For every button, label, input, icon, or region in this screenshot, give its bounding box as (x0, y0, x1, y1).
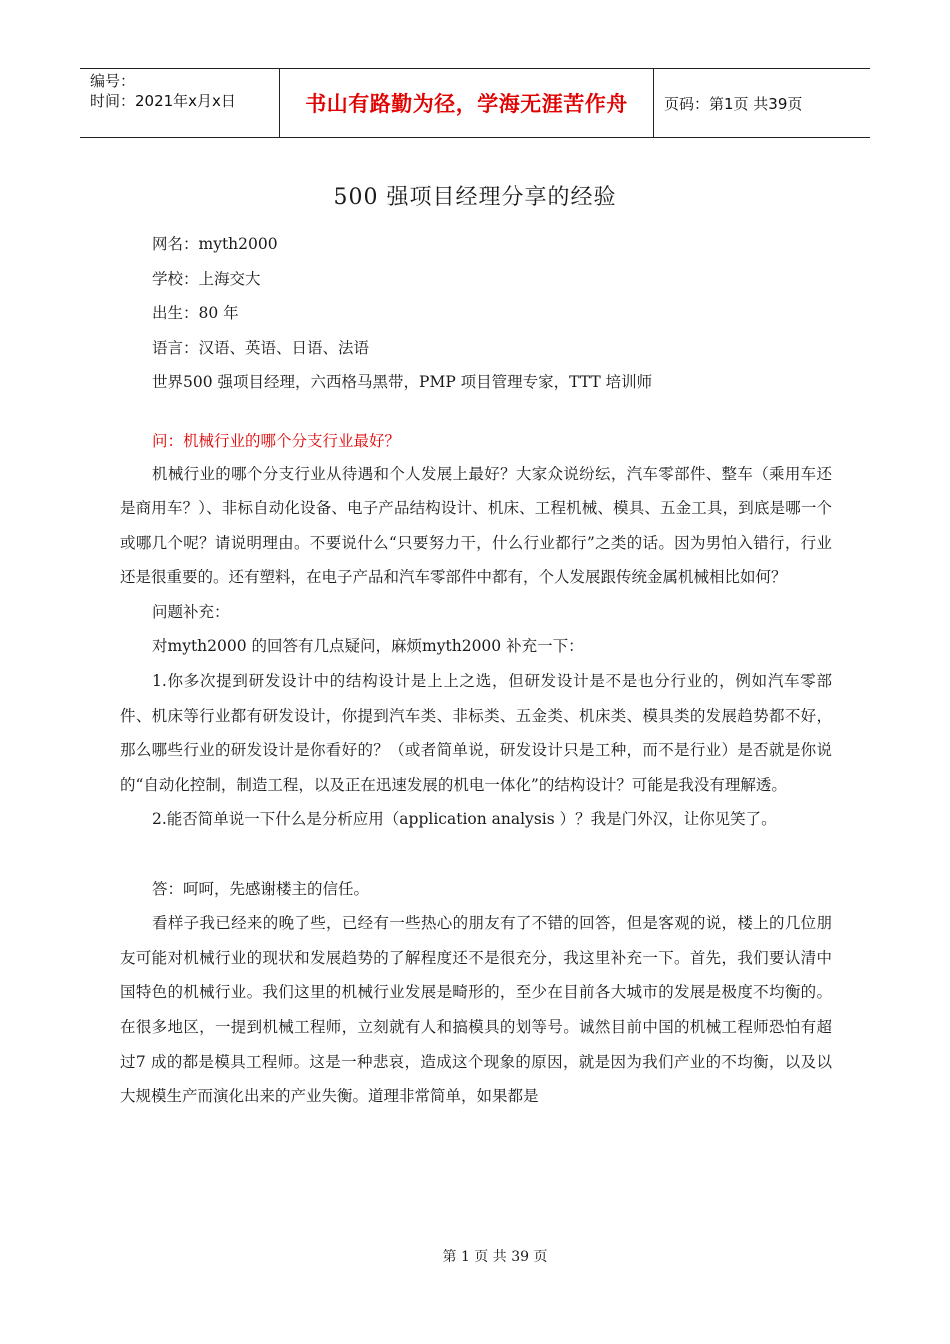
document-body (120, 228, 832, 1114)
profile-name: 网名：myth2000 (152, 235, 278, 253)
header-page-info-cell (654, 69, 870, 137)
profile-title: 世界500 强项目经理，六西格马黑带，PMP 项目管理专家，TTT 培训师 (152, 373, 653, 391)
supplement-label: 问题补充： (152, 602, 230, 621)
answer-intro: 答：呵呵，先感谢楼主的信任。 (152, 879, 370, 898)
profile-languages: 语言：汉语、英语、日语、法语 (152, 338, 370, 357)
profile-school: 学校：上海交大 (152, 269, 261, 288)
header-number: 编号： (90, 72, 136, 90)
profile-birth: 出生：80 年 (152, 304, 239, 322)
supplement-point-1: 1.你多次提到研发设计中的结构设计是上上之选，但研发设计是不是也分行业的，例如汽车零部件、机床等行业都有研发设计，你提到汽车类、非标类、五金类、机床类、模具类的发展趋势都不好，那么哪些行业的研发设计是你看好的？（或者简单说，研发设计只是工种，而不是行业）是否就是你说的“自动化控制，制造工程，以及正在迅速发展的机电一体化”的结构设计？可能是我没有理解透。 (120, 672, 832, 794)
supplement-intro: 对myth2000 的回答有几点疑问，麻烦myth2000 补充一下： (152, 637, 584, 656)
header-date: 时间：2021年x月x日 (90, 92, 236, 110)
page-title: 500 强项目经理分享的经验 (333, 185, 617, 210)
header-motto: 书山有路勤为径，学海无涯苦作舟 (305, 92, 628, 116)
supplement-point-2: 2.能否简单说一下什么是分析应用（application analysis ）？我是门外汉，让你见笑了。 (152, 810, 777, 829)
page-footer: 第 1 页 共 39 页 (442, 1249, 548, 1265)
header-motto-cell (280, 69, 654, 137)
question-heading: 问：机械行业的哪个分支行业最好？ (152, 431, 401, 450)
header-meta (80, 69, 280, 137)
header-page-info: 页码：第1页 共39页 (664, 94, 803, 113)
question-body: 机械行业的哪个分支行业从待遇和个人发展上最好？大家众说纷纭，汽车零部件、整车（乘用车还是商用车？）、非标自动化设备、电子产品结构设计、机床、工程机械、模具、五金工具，到底是哪一个或哪几个呢？请说明理由。不要说什么“只要努力干，什么行业都行”之类的话。因为男怕入错行，行业还是很重要的。还有塑料，在电子产品和汽车零部件中都有，个人发展跟传统金属机械相比如何？ (120, 464, 832, 587)
answer-body: 看样子我已经来的晚了些，已经有一些热心的朋友有了不错的回答，但是客观的说，楼上的几位朋友可能对机械行业的现状和发展趋势的了解程度还不是很充分，我这里补充一下。首先，我们要认清中国特色的机械行业。我们这里的机械行业发展是畸形的，至少在目前各大城市的发展是极度不均衡的。在很多地区，一提到机械工程师，立刻就有人和搞模具的划等号。诚然目前中国的机械工程师恐怕有超过7 成的都是模具工程师。这是一种悲哀，造成这个现象的原因，就是因为我们产业的不均衡，以及以大规模生产而演化出来的产业失衡。道理非常简单，如果都是 (120, 914, 832, 1106)
page-header (80, 68, 870, 138)
